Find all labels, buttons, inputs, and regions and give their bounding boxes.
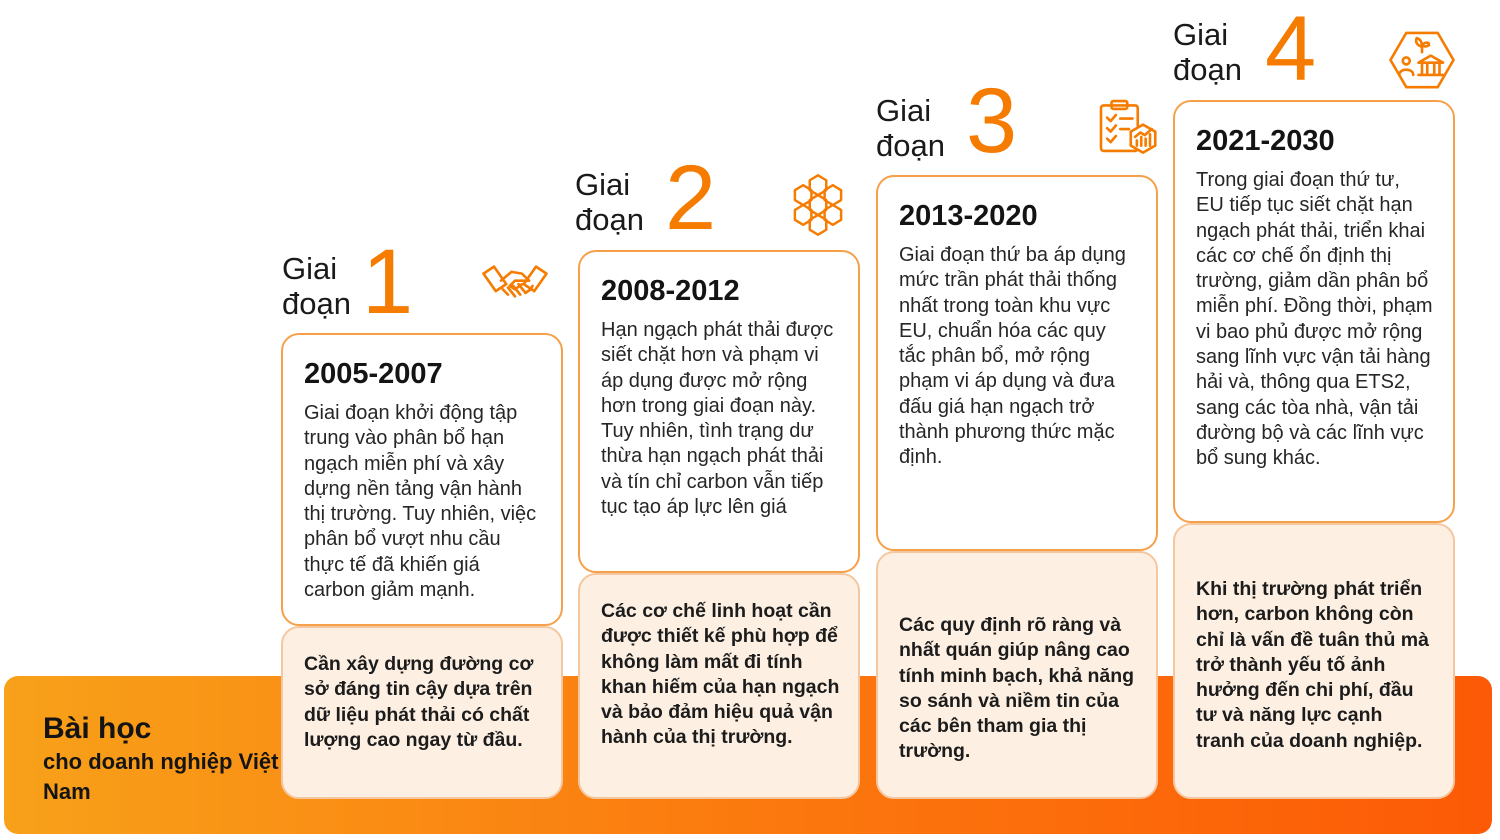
- stage-4-lesson-text: Khi thị trường phát triển hơn, carbon không còn chỉ là vấn đề tuân thủ mà trở thành yếu tố ảnh hưởng đến chi phí, đầu tư và năng lực cạnh tranh của doanh nghiệp.: [1196, 578, 1429, 752]
- stage-1-description: Giai đoạn khởi động tập trung vào phân bổ hạn ngạch miễn phí và xây dựng nền tảng vận hành thị trường. Tuy nhiên, việc phân bổ vượt nhu cầu thực tế đã khiến giá carbon giảm mạnh.: [304, 402, 537, 602]
- stage-1-label: [282, 251, 351, 321]
- sustainability-building-icon: [1387, 27, 1457, 93]
- stage-4-lesson: [1173, 523, 1455, 799]
- clipboard-chart-icon: [1094, 96, 1164, 162]
- stage-3-label: [876, 93, 945, 163]
- stage-1-card: [281, 333, 563, 626]
- lesson-band-subtitle: cho doanh nghiệp Việt Nam: [43, 749, 279, 804]
- stage-3-card: [876, 175, 1158, 551]
- stage-3-number: 3: [966, 70, 1018, 172]
- stage-3-lesson: [876, 551, 1158, 799]
- stage-1-number: 1: [362, 231, 414, 333]
- stage-2-years: 2008-2012: [601, 275, 740, 307]
- stage-2-lesson: [578, 573, 860, 799]
- stage-2-description: Hạn ngạch phát thải được siết chặt hơn và phạm vi áp dụng được mở rộng hơn trong giai đoạn này. Tuy nhiên, tình trạng dư thừa hạn ngạch phát thải và tín chỉ carbon vẫn tiếp tục tạo áp lực lên giá: [601, 319, 834, 519]
- stage-3-years: 2013-2020: [899, 200, 1038, 232]
- stage-4-years: 2021-2030: [1196, 125, 1335, 157]
- stage-1-lesson: [281, 626, 563, 799]
- stage-3-lesson-text: Các quy định rõ ràng và nhất quán giúp nâng cao tính minh bạch, khả năng so sánh và niềm tin của các bên tham gia thị trường.: [899, 614, 1135, 763]
- stage-4-number: 4: [1265, 0, 1317, 100]
- stage-2-label-text: Giai đoạn: [575, 167, 644, 237]
- lesson-band-title: Bài học: [43, 712, 152, 745]
- stage-1-lesson-text: Cần xây dựng đường cơ sở đáng tin cậy dựa trên dữ liệu phát thải có chất lượng cao ngay từ đầu.: [304, 653, 534, 751]
- stage-2-lesson-text: Các cơ chế linh hoạt cần được thiết kế phù hợp để không làm mất đi tính khan hiếm của hạn ngạch và bảo đảm hiệu quả vận hành của thị trường.: [601, 600, 840, 749]
- handshake-icon: [480, 252, 550, 318]
- stage-4-label-text: Giai đoạn: [1173, 17, 1242, 87]
- hexagon-network-icon: [783, 172, 853, 238]
- stage-1-label-text: Giai đoạn: [282, 251, 351, 321]
- stage-4-label: [1173, 17, 1242, 87]
- stage-2-number: 2: [665, 147, 717, 249]
- stage-3-label-text: Giai đoạn: [876, 93, 945, 163]
- stage-1-years: 2005-2007: [304, 358, 443, 390]
- stage-2-label: [575, 167, 644, 237]
- stage-4-description: Trong giai đoạn thứ tư, EU tiếp tục siết chặt hạn ngạch phát thải, triển khai các cơ chế ổn định thị trường, giảm dần phân bổ miễn phí. Đồng thời, phạm vi bao phủ được mở rộng sang lĩnh vực vận tải hàng hải và, thông qua ETS2, sang các tòa nhà, vận tải đường bộ và các lĩnh vực bổ sung khác.: [1196, 169, 1433, 470]
- stage-4-card: [1173, 100, 1455, 523]
- stage-3-description: Giai đoạn thứ ba áp dụng mức trần phát thải thống nhất trong toàn khu vực EU, chuẩn hóa các quy tắc phân bổ, mở rộng phạm vi áp dụng và đưa đấu giá hạn ngạch trở thành phương thức mặc định.: [899, 244, 1126, 469]
- stage-2-card: [578, 250, 860, 573]
